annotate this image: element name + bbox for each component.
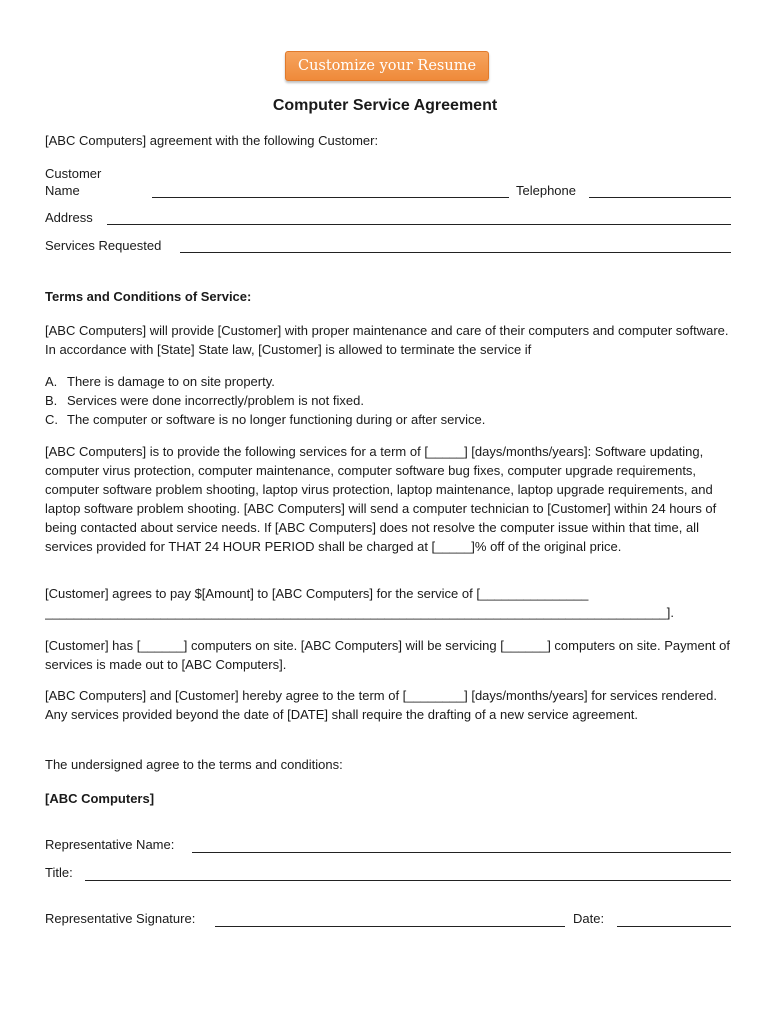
terms-paragraph-2: [ABC Computers] is to provide the following services for a term of [_____] [days/months/years]: Software updating, computer virus protection, computer maintenance, computer software bug fixes, computer upgrade requirements, computer software problem shooting, laptop virus protection, laptop maintenance, laptop upgrade requirements, and laptop software problem shooting. [ABC Computers] will send a computer technician to [Customer] within 24 hours of being contacted about service needs. If [ABC Computers] does not resolve the computer issue within that time, all services provided for THAT 24 HOUR PERIOD shall be charged at [_____]% off of the original price. <box>45 444 717 554</box>
customer-name-field[interactable] <box>152 197 509 198</box>
services-requested-label: Services Requested <box>45 238 162 253</box>
document-title: Computer Service Agreement <box>272 97 498 114</box>
rep-name-field[interactable] <box>192 852 731 853</box>
date-label: Date: <box>573 911 605 926</box>
list-marker: C. <box>45 412 58 427</box>
terms-paragraph-5: [ABC Computers] and [Customer] hereby agree to the term of [________] [days/months/years] for services rendered. Any services provided beyond the date of [DATE] shall require the drafting of a new service agreement. <box>45 688 718 722</box>
undersigned-text: The undersigned agree to the terms and conditions: <box>45 757 343 772</box>
termination-conditions-list <box>45 372 485 429</box>
list-item <box>45 410 485 429</box>
list-item-text: The computer or software is no longer functioning during or after service. <box>67 412 486 427</box>
address-label: Address <box>45 210 93 225</box>
list-marker: B. <box>45 393 58 408</box>
services-requested-field[interactable] <box>180 252 731 253</box>
date-field[interactable] <box>617 926 731 927</box>
address-field[interactable] <box>107 224 731 225</box>
title-label: Title: <box>45 865 73 880</box>
list-item-text: Services were done incorrectly/problem is not fixed. <box>67 393 364 408</box>
terms-paragraph-3-line2: ______________________________________________________________________________________]. <box>45 605 675 620</box>
rep-signature-field[interactable] <box>215 926 565 927</box>
intro-text: [ABC Computers] agreement with the following Customer: <box>45 133 379 148</box>
terms-paragraph-4: [Customer] has [______] computers on site. [ABC Computers] will be servicing [______] computers on site. Payment of services is made out to [ABC Computers]. <box>45 638 730 672</box>
telephone-label: Telephone <box>516 183 576 198</box>
customer-name-label-line2: Name <box>45 183 80 198</box>
rep-signature-label: Representative Signature: <box>45 911 196 926</box>
terms-paragraph-3-line1: [Customer] agrees to pay $[Amount] to [ABC Computers] for the service of [_______________ <box>45 586 589 601</box>
list-item-text: There is damage to on site property. <box>67 374 275 389</box>
rep-name-label: Representative Name: <box>45 837 175 852</box>
company-heading: [ABC Computers] <box>45 791 155 806</box>
list-item <box>45 372 485 391</box>
customer-name-label-line1: Customer <box>45 166 102 181</box>
terms-paragraph-1: [ABC Computers] will provide [Customer] with proper maintenance and care of their computers and computer software. In accordance with [State] State law, [Customer] is allowed to terminate the service if <box>45 323 729 357</box>
terms-heading: Terms and Conditions of Service: <box>45 289 252 304</box>
list-marker: A. <box>45 374 58 389</box>
telephone-field[interactable] <box>589 197 731 198</box>
list-item <box>45 391 485 410</box>
title-field[interactable] <box>85 880 731 881</box>
customize-resume-button[interactable]: Customize your Resume <box>285 51 489 81</box>
